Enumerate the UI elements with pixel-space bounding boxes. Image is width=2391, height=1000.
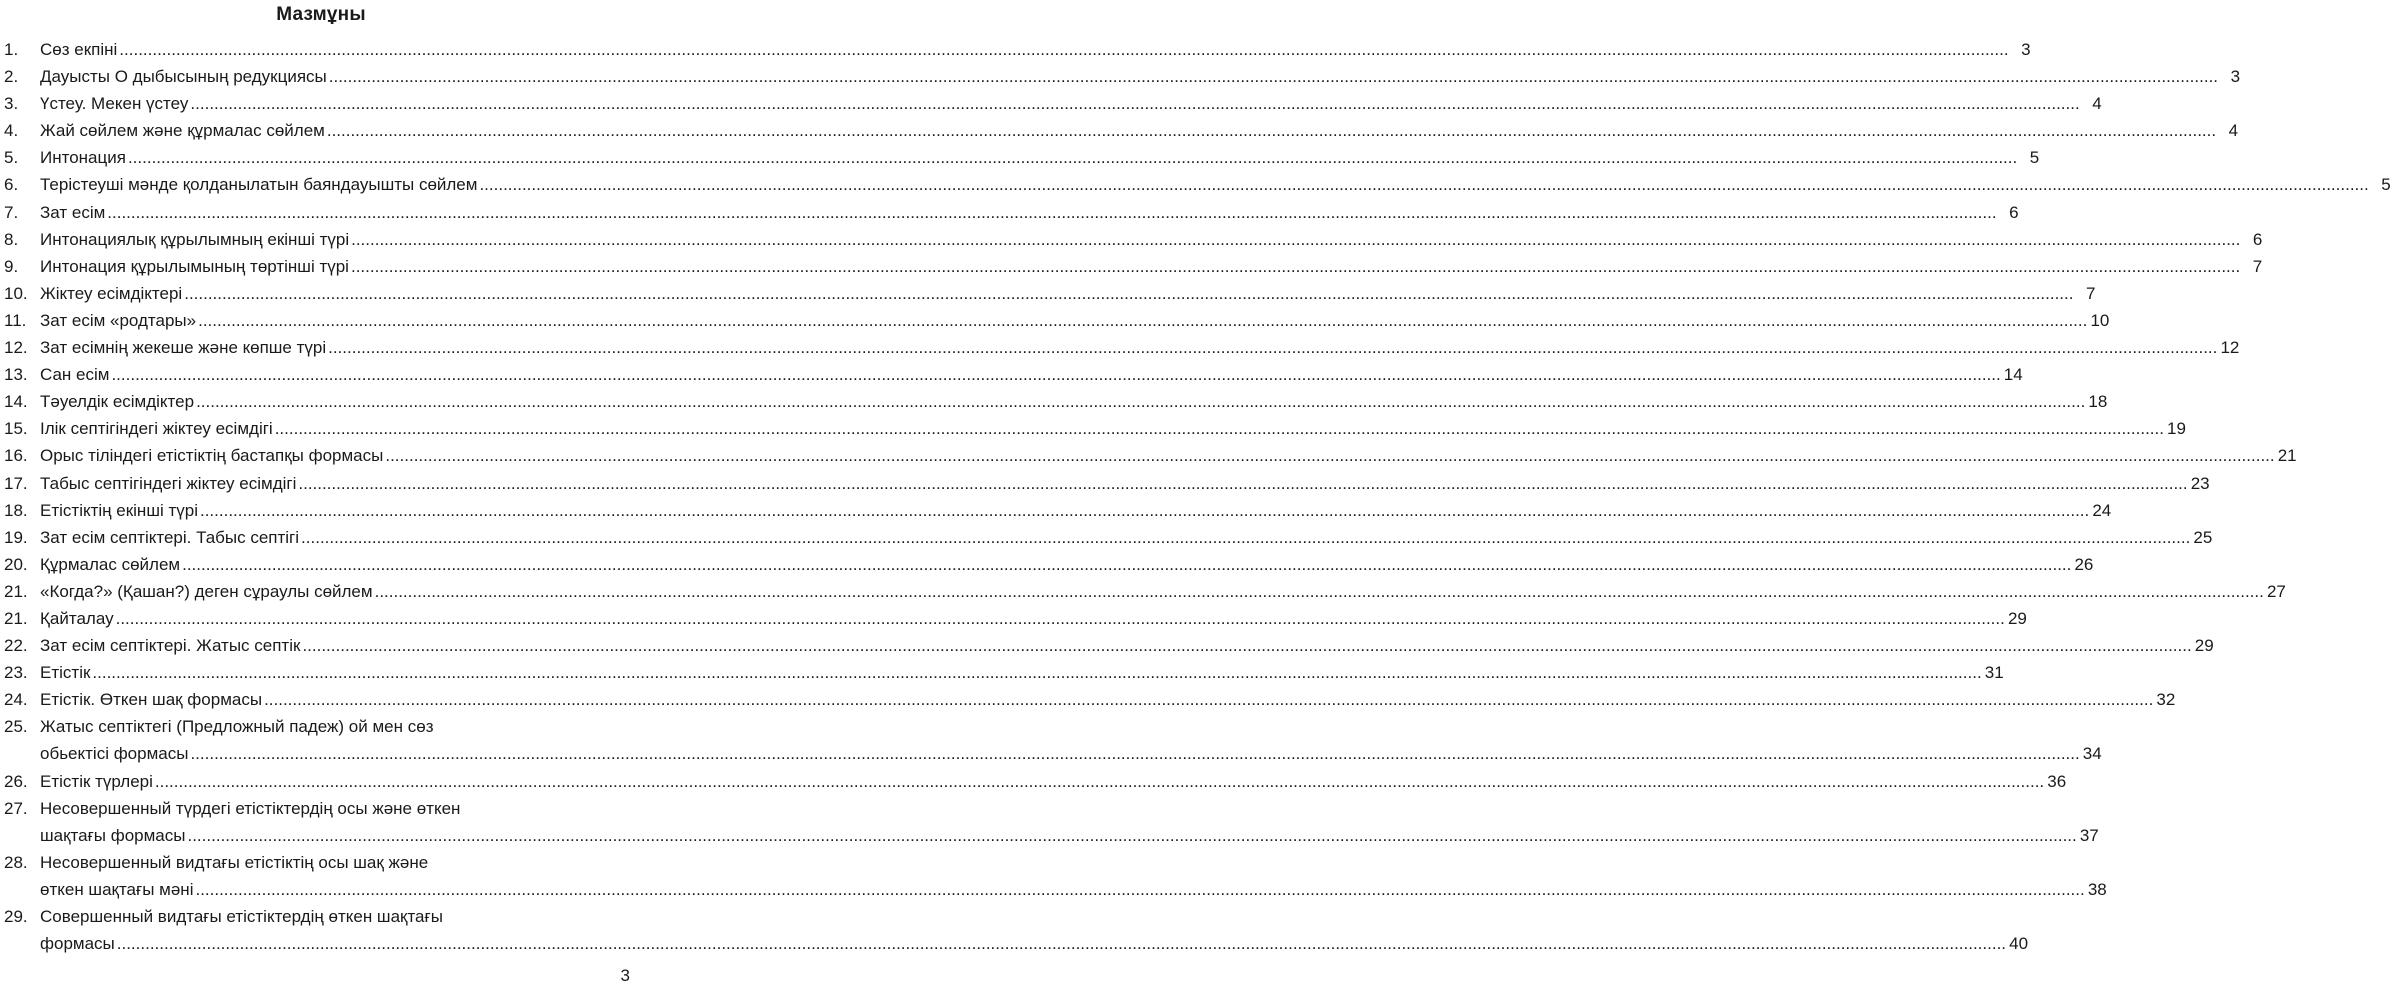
- toc-entry-number: 2.: [4, 67, 19, 87]
- dot-leader: ................................................................................................................................................................................................................................................................................................................................................................................................................: [182, 554, 2072, 574]
- toc-entry-number: 21.: [4, 608, 28, 628]
- toc-entry: [0, 90, 2102, 117]
- toc-entry-number: 28.: [4, 852, 28, 872]
- toc-entry-title: обьектісі формасы: [40, 744, 189, 764]
- toc-entry-number: 24.: [4, 690, 28, 710]
- toc-entry-number: 27.: [4, 798, 28, 818]
- dot-leader: ................................................................................................................................................................................................................................................................................................................................................................................................................: [374, 581, 2264, 601]
- toc-entry: [0, 605, 2027, 632]
- dot-leader: ................................................................................................................................................................................................................................................................................................................................................................................................................: [184, 283, 2074, 303]
- toc-entry: [0, 171, 2391, 198]
- toc-entry-number: 6.: [4, 175, 19, 195]
- toc-entry-title: Үстеу. Мекен үстеу: [40, 94, 189, 114]
- toc-entry-page: 34: [2082, 744, 2102, 764]
- toc-entry: [0, 524, 2213, 551]
- dot-leader: ................................................................................................................................................................................................................................................................................................................................................................................................................: [196, 392, 2086, 412]
- dot-leader: ................................................................................................................................................................................................................................................................................................................................................................................................................: [187, 825, 2077, 845]
- toc-entry: [0, 470, 2210, 497]
- toc-entry-line: [0, 849, 642, 876]
- toc-entry-line: [0, 768, 2067, 795]
- toc-entry: [0, 659, 2004, 686]
- page-title: Мазмұны: [276, 4, 366, 25]
- toc-entry-line: [0, 470, 2210, 497]
- toc-entry-title: Қайталау: [40, 608, 114, 628]
- toc-entry-line: [0, 361, 2023, 388]
- toc-entry-line: [0, 930, 2029, 957]
- toc-entry-line: [0, 903, 642, 930]
- toc-entry-number: 19.: [4, 527, 28, 547]
- toc-entry-page: 14: [2003, 365, 2023, 385]
- toc-entry-line: [0, 442, 2297, 469]
- toc-entry-number: 5.: [4, 148, 19, 168]
- toc-entry-page: 5: [2029, 148, 2040, 168]
- toc-entry-title: өткен шақтағы мәні: [40, 879, 194, 899]
- toc-entry-title: Жатыс септіктегі (Предложный падеж) ой мен сөз: [40, 717, 434, 737]
- toc-entry-number: 10.: [4, 283, 28, 303]
- dot-leader: ................................................................................................................................................................................................................................................................................................................................................................................................................: [111, 365, 2001, 385]
- toc-entry-line: [0, 497, 2112, 524]
- toc-entry-title: Етістіктің екінші түрі: [40, 500, 198, 520]
- toc-entry: [0, 768, 2067, 795]
- toc-entry: [0, 713, 2102, 767]
- dot-leader: ................................................................................................................................................................................................................................................................................................................................................................................................................: [479, 175, 2369, 195]
- dot-leader: ................................................................................................................................................................................................................................................................................................................................................................................................................: [328, 338, 2218, 358]
- toc-entry-number: 21.: [4, 581, 28, 601]
- toc-entry-title: Табыс септігіндегі жіктеу есімдігі: [40, 473, 297, 493]
- toc-entry: [0, 388, 2108, 415]
- toc-entry-page: 27: [2266, 581, 2286, 601]
- dot-leader: ................................................................................................................................................................................................................................................................................................................................................................................................................: [190, 94, 2080, 114]
- toc-entry-line: [0, 415, 2186, 442]
- toc-entry-line: [0, 632, 2214, 659]
- toc-entry-page: 10: [2090, 310, 2110, 330]
- toc-entry: [0, 63, 2241, 90]
- toc-entry-title: «Когда?» (Қашан?) деген сұраулы сөйлем: [40, 581, 373, 601]
- toc-entry-page: 25: [2193, 527, 2213, 547]
- toc-entry: [0, 36, 2031, 63]
- toc-entry-page: 40: [2009, 934, 2029, 954]
- toc-entry-number: 14.: [4, 392, 28, 412]
- toc-entry-number: 9.: [4, 256, 19, 276]
- toc-entry-page: 3: [2230, 67, 2241, 87]
- toc-entry-number: 8.: [4, 229, 19, 249]
- toc-entry: [0, 226, 2263, 253]
- toc-entry: [0, 849, 2107, 903]
- toc-entry-number: 1.: [4, 40, 19, 59]
- toc-entry-title: Зат есім «родтары»: [40, 310, 197, 330]
- toc-entry-page: 23: [2190, 473, 2210, 493]
- dot-leader: ................................................................................................................................................................................................................................................................................................................................................................................................................: [115, 608, 2005, 628]
- dot-leader: ................................................................................................................................................................................................................................................................................................................................................................................................................: [154, 771, 2045, 791]
- toc-entry-page: 4: [2228, 121, 2239, 141]
- toc-entry: [0, 334, 2240, 361]
- toc-entry: [0, 280, 2096, 307]
- toc-entry-page: 29: [2194, 636, 2214, 656]
- toc-entry-title: Сөз екпіні: [40, 40, 118, 59]
- toc-entry-title: Несовершенный видтағы етістіктің осы шақ және: [40, 852, 429, 872]
- toc-entry-page: 7: [2086, 283, 2096, 303]
- dot-leader: ................................................................................................................................................................................................................................................................................................................................................................................................................: [127, 148, 2018, 168]
- toc-entry-title: Етістік. Өткен шақ формасы: [40, 690, 263, 710]
- toc-entry-title: шақтағы формасы: [40, 825, 186, 845]
- toc-entry-line: [0, 713, 642, 740]
- toc-entry-line: [0, 63, 2241, 90]
- toc-entry-title: Терістеуші мәнде қолданылатын баяндауышты сөйлем: [40, 175, 478, 195]
- toc-entry-line: [0, 388, 2108, 415]
- toc-entry: [0, 199, 2019, 226]
- toc-entry-title: Жай сөйлем және құрмалас сөйлем: [40, 121, 325, 141]
- toc-entry: [0, 686, 2176, 713]
- toc-entry-title: Етістік түрлері: [40, 771, 153, 791]
- toc-entry-title: Ілік септігіндегі жіктеу есімдігі: [40, 419, 273, 439]
- toc-entry-page: 36: [2047, 771, 2067, 791]
- toc-entry-number: 4.: [4, 121, 19, 141]
- toc-entry-page: 19: [2167, 419, 2186, 439]
- dot-leader: ................................................................................................................................................................................................................................................................................................................................................................................................................: [385, 446, 2275, 466]
- toc-entry-page: 38: [2087, 879, 2107, 899]
- toc-entry-number: 13.: [4, 365, 28, 385]
- toc-entry-title: Интонация құрылымының төртінші түрі: [40, 256, 349, 276]
- toc-entry-line: [0, 876, 2107, 903]
- toc-entry-line: [0, 144, 2040, 171]
- toc-entry: [0, 307, 2110, 334]
- toc-entry-title: Зат есім септіктері. Табыс септігі: [40, 527, 300, 547]
- dot-leader: ................................................................................................................................................................................................................................................................................................................................................................................................................: [199, 500, 2090, 520]
- dot-leader: ................................................................................................................................................................................................................................................................................................................................................................................................................: [190, 744, 2080, 764]
- toc-entry-number: 25.: [4, 717, 28, 737]
- toc-entry-page: 18: [2088, 392, 2108, 412]
- toc-entry-line: [0, 551, 2094, 578]
- toc-entry-line: [0, 253, 2263, 280]
- toc-entry-title: Орыс тіліндегі етістіктің бастапқы формасы: [40, 446, 384, 466]
- toc-entry-page: 3: [2021, 40, 2031, 59]
- toc-entry-number: 3.: [4, 94, 19, 114]
- toc-entry-number: 22.: [4, 636, 28, 656]
- toc-entry: [0, 497, 2112, 524]
- toc-entry-title: Дауысты О дыбысының редукциясы: [40, 67, 327, 87]
- toc-entry-line: [0, 578, 2286, 605]
- toc-entry-number: 29.: [4, 907, 28, 926]
- toc-entry-title: Несовершенный түрдегі етістіктердің осы және өткен: [40, 798, 461, 818]
- toc-entry-line: [0, 686, 2176, 713]
- toc-entry-page: 24: [2092, 500, 2112, 520]
- toc-entry-line: [0, 307, 2110, 334]
- dot-leader: ................................................................................................................................................................................................................................................................................................................................................................................................................: [301, 527, 2191, 547]
- toc-entry-page: 31: [1984, 663, 2004, 683]
- toc-entry-line: [0, 117, 2239, 144]
- toc-entry-page: 37: [2079, 825, 2099, 845]
- toc-entry-number: 7.: [4, 202, 19, 222]
- toc-entry-page: 21: [2277, 446, 2297, 466]
- toc-entry-number: 11.: [4, 310, 27, 330]
- toc-entry-line: [0, 524, 2213, 551]
- toc-entry-title: Интонация: [40, 148, 126, 168]
- toc-entry: [0, 117, 2239, 144]
- dot-leader: ................................................................................................................................................................................................................................................................................................................................................................................................................: [298, 473, 2188, 493]
- toc-entry-line: [0, 199, 2019, 226]
- toc-entry-title: Зат есімнің жекеше және көпше түрі: [40, 338, 327, 358]
- dot-leader: ................................................................................................................................................................................................................................................................................................................................................................................................................: [274, 419, 2164, 439]
- toc-entry: [0, 361, 2023, 388]
- toc-entry-title: Зат есім: [40, 202, 106, 222]
- dot-leader: ................................................................................................................................................................................................................................................................................................................................................................................................................: [328, 67, 2219, 87]
- toc-entry-line: [0, 280, 2096, 307]
- dot-leader: ................................................................................................................................................................................................................................................................................................................................................................................................................: [264, 690, 2154, 710]
- toc-entry-line: [0, 171, 2391, 198]
- dot-leader: ................................................................................................................................................................................................................................................................................................................................................................................................................: [195, 879, 2085, 899]
- dot-leader: ................................................................................................................................................................................................................................................................................................................................................................................................................: [119, 40, 2009, 59]
- toc-entry-number: 23.: [4, 663, 28, 683]
- toc-entry-number: 26.: [4, 771, 28, 791]
- dot-leader: ................................................................................................................................................................................................................................................................................................................................................................................................................: [198, 310, 2088, 330]
- toc-entry: [0, 253, 2263, 280]
- toc-entry: [0, 578, 2286, 605]
- toc-entry-page: 4: [2092, 94, 2102, 114]
- toc-entry-number: 20.: [4, 554, 28, 574]
- dot-leader: ................................................................................................................................................................................................................................................................................................................................................................................................................: [107, 202, 1997, 222]
- toc-entry-page: 6: [2252, 229, 2263, 249]
- toc-entry-line: [0, 334, 2240, 361]
- toc-entry-line: [0, 226, 2263, 253]
- table-of-contents: [0, 36, 2391, 957]
- toc-entry-title: Тәуелдік есімдіктер: [40, 392, 195, 412]
- toc-entry-title: Етістік: [40, 663, 91, 683]
- toc-entry-line: [0, 740, 2102, 767]
- dot-leader: ................................................................................................................................................................................................................................................................................................................................................................................................................: [116, 934, 2007, 954]
- toc-entry-title: Зат есім септіктері. Жатыс септік: [40, 636, 301, 656]
- toc-entry-number: 16.: [4, 446, 28, 466]
- toc-entry-title: Сан есім: [40, 365, 110, 385]
- toc-entry-title: Совершенный видтағы етістіктердің өткен шақтағы: [40, 907, 443, 926]
- toc-entry-page: 32: [2156, 690, 2176, 710]
- dot-leader: ................................................................................................................................................................................................................................................................................................................................................................................................................: [326, 121, 2217, 141]
- toc-entry: [0, 144, 2040, 171]
- toc-entry: [0, 442, 2297, 469]
- toc-entry: [0, 903, 2029, 957]
- toc-entry-number: 15.: [4, 419, 28, 439]
- toc-entry-page: 12: [2220, 338, 2240, 358]
- dot-leader: ................................................................................................................................................................................................................................................................................................................................................................................................................: [351, 229, 2241, 249]
- toc-entry: [0, 632, 2214, 659]
- toc-entry-line: [0, 36, 2031, 63]
- toc-entry-page: 6: [2009, 202, 2019, 222]
- toc-entry-number: 18.: [4, 500, 28, 520]
- toc-entry-page: 7: [2252, 256, 2263, 276]
- dot-leader: ................................................................................................................................................................................................................................................................................................................................................................................................................: [302, 636, 2192, 656]
- dot-leader: ................................................................................................................................................................................................................................................................................................................................................................................................................: [350, 256, 2241, 276]
- toc-entry: [0, 795, 2099, 849]
- toc-entry-page: 26: [2074, 554, 2094, 574]
- toc-entry-page: 29: [2007, 608, 2027, 628]
- toc-entry-line: [0, 659, 2004, 686]
- toc-entry-title: Жіктеу есімдіктері: [40, 283, 183, 303]
- toc-entry: [0, 551, 2094, 578]
- toc-entry-line: [0, 605, 2027, 632]
- toc-entry-title: Құрмалас сөйлем: [40, 554, 181, 574]
- toc-entry-title: Интонациялық құрылымның екінші түрі: [40, 229, 350, 249]
- toc-entry-line: [0, 795, 642, 822]
- toc-entry: [0, 415, 2186, 442]
- toc-entry-title: формасы: [40, 934, 115, 954]
- toc-entry-page: 5: [2381, 175, 2391, 195]
- toc-entry-number: 17.: [4, 473, 28, 493]
- dot-leader: ................................................................................................................................................................................................................................................................................................................................................................................................................: [92, 663, 1982, 683]
- toc-entry-line: [0, 90, 2102, 117]
- toc-entry-line: [0, 822, 2099, 849]
- page-number: 3: [620, 966, 630, 985]
- toc-entry-number: 12.: [4, 338, 28, 358]
